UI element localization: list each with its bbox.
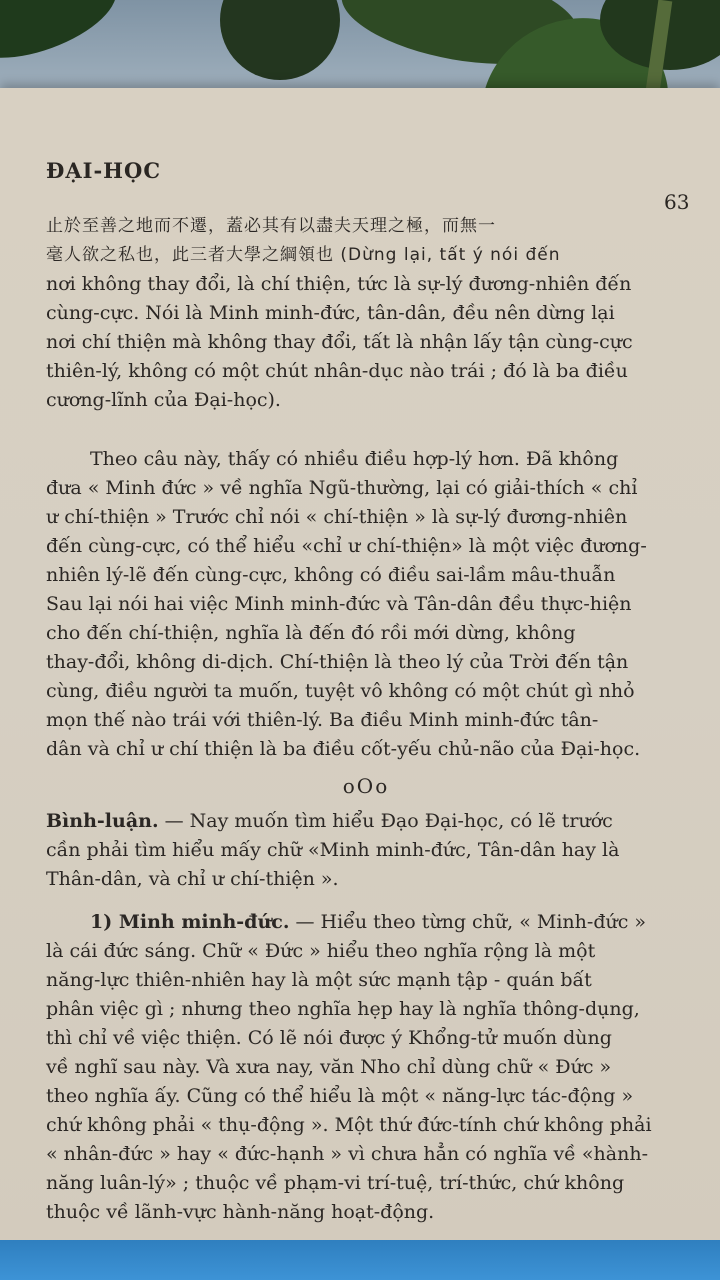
text-line: nhiên lý-lẽ đến cùng-cực, không có điều sai-lầm mâu-thuẫn [46, 564, 616, 586]
text-line: nơi chí thiện mà không thay đổi, tất là nhận lấy tận cùng-cực [46, 331, 633, 353]
text-line: cùng, điều người ta muốn, tuyệt vô không có một chút gì nhỏ [46, 680, 635, 702]
running-title: ĐẠI-HỌC [46, 158, 162, 183]
text-line: dân và chỉ ư chí thiện là ba điều cốt-yếu chủ-não của Đại-học. [46, 738, 641, 760]
commentary-label: Bình-luận. [46, 810, 159, 832]
text-line: ư chí-thiện » Trước chỉ nói « chí-thiện » là sự-lý đương-nhiên [46, 506, 628, 528]
text-line: chứ không phải « thụ-động ». Một thứ đức-tính chứ không phải [46, 1114, 652, 1136]
text-line: 止於至善之地而不遷，蓋必其有以盡夫天理之極，而無一 [46, 216, 496, 236]
text-line: cho đến chí-thiện, nghĩa là đến đó rồi mới dừng, không [46, 622, 576, 644]
text-line: nơi không thay đổi, là chí thiện, tức là sự-lý đương-nhiên đến [46, 273, 632, 295]
text-line: mọn thế nào trái với thiên-lý. Ba điều Minh minh-đức tân- [46, 709, 599, 731]
section-ornament: oOo [342, 774, 390, 798]
text-line: là cái đức sáng. Chữ « Đức » hiểu theo nghĩa rộng là một [46, 940, 596, 962]
text-line: cùng-cực. Nói là Minh minh-đức, tân-dân, đều nên dừng lại [46, 302, 615, 324]
text-line: Thân-dân, và chỉ ư chí-thiện ». [46, 868, 339, 890]
section-1-paragraph [46, 908, 686, 1227]
text-line: năng-lực thiên-nhiên hay là một sức mạnh tập - quán bất [46, 969, 592, 991]
text-line: thuộc về lãnh-vực hành-năng hoạt-động. [46, 1201, 435, 1223]
section-1-label: 1) Minh minh-đức. [90, 911, 290, 933]
text-line: thiên-lý, không có một chút nhân-dục nào trái ; đó là ba điều [46, 360, 628, 382]
paragraph-1 [46, 212, 686, 415]
text-line: đến cùng-cực, có thể hiểu «chỉ ư chí-thiện» là một việc đương- [46, 535, 647, 557]
text-line: Sau lại nói hai việc Minh minh-đức và Tân-dân đều thực-hiện [46, 593, 632, 615]
text-line: Theo câu này, thấy có nhiều điều hợp-lý hơn. Đã không [90, 448, 619, 470]
paragraph-gap [46, 894, 686, 908]
text-line: phân việc gì ; nhưng theo nghĩa hẹp hay là nghĩa thông-dụng, [46, 998, 640, 1020]
text-line: năng luân-lý» ; thuộc về phạm-vi trí-tuệ, trí-thức, chứ không [46, 1172, 625, 1194]
commentary-paragraph [46, 807, 686, 894]
page-body [46, 212, 686, 1227]
text-line: — Hiểu theo từng chữ, « Minh-đức » [289, 911, 647, 933]
paragraph-gap [46, 415, 686, 445]
text-line: thì chỉ về việc thiện. Có lẽ nói được ý Khổng-tử muốn dùng [46, 1027, 612, 1049]
text-line: về nghĩ sau này. Và xưa nay, văn Nho chỉ dùng chữ « Đức » [46, 1056, 612, 1078]
table-surface [0, 1240, 720, 1280]
text-line: — Nay muốn tìm hiểu Đạo Đại-học, có lẽ trước [158, 810, 613, 832]
page-number: 63 [664, 190, 690, 214]
text-line: « nhân-đức » hay « đức-hạnh » vì chưa hẳn có nghĩa về «hành- [46, 1143, 648, 1165]
text-line: 毫人欲之私也，此三者大學之綱領也 (Dừng lại, tất ý nói đến [46, 245, 561, 265]
text-line: cần phải tìm hiểu mấy chữ «Minh minh-đức, Tân-dân hay là [46, 839, 620, 861]
text-line: thay-đổi, không di-dịch. Chí-thiện là theo lý của Trời đến tận [46, 651, 629, 673]
text-line: cương-lĩnh của Đại-học). [46, 389, 281, 411]
text-line: theo nghĩa ấy. Cũng có thể hiểu là một « năng-lực tác-động » [46, 1085, 634, 1107]
book-page [0, 88, 720, 1248]
text-line: đưa « Minh đức » về nghĩa Ngũ-thường, lại có giải-thích « chỉ [46, 477, 638, 499]
paragraph-2 [46, 445, 686, 764]
